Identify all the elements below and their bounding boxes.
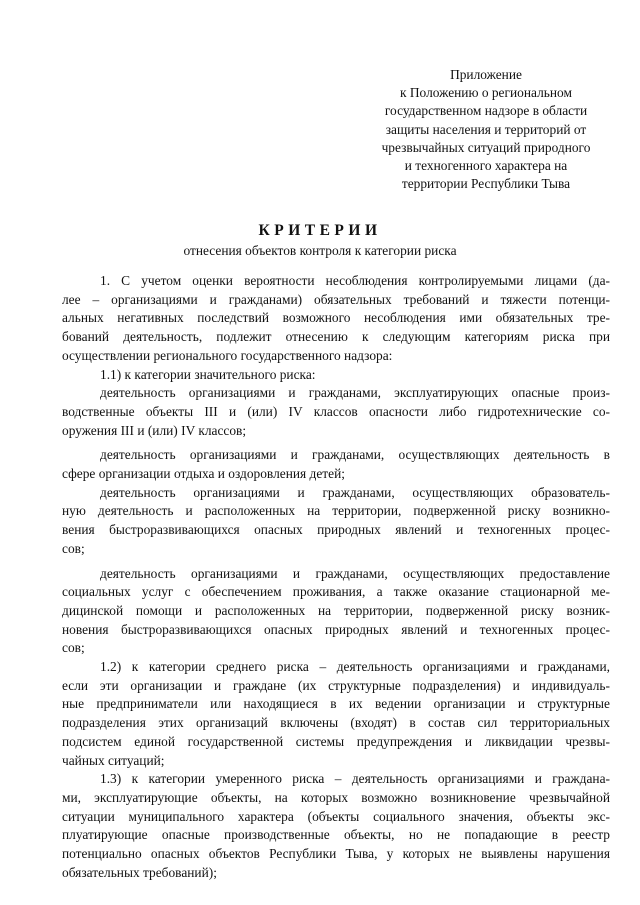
paragraph-line: деятельность организациями и гражданами, осуществляющих образователь- xyxy=(100,484,610,500)
paragraph-line: ми, эксплуатирующие объекты, на которых возможно возникновение чрезвычайной xyxy=(62,789,610,805)
paragraph-line: плуатирующие опасные производственные объекты, но не попадающие в реестр xyxy=(62,827,610,843)
paragraph-line: сов; xyxy=(62,540,85,556)
appendix-line: Приложение xyxy=(450,67,522,82)
paragraph-line: водственные объекты III и (или) IV классов опасности либо гидротехнические со- xyxy=(62,403,610,419)
paragraph-line: осуществлении регионального государственного надзора: xyxy=(62,347,393,363)
paragraph-line: вения быстроразвивающихся опасных природных явлений и техногенных процес- xyxy=(62,522,610,538)
paragraph-line: дицинской помощи и расположенных на территории, подверженной риску возник- xyxy=(62,602,610,618)
paragraph-line: ситуации муниципального характера (объекты социального значения, объекты экс- xyxy=(62,808,610,824)
paragraph-line: подсистем единой государственной системы предупреждения и ликвидации чрезвы- xyxy=(62,733,610,749)
document-subtitle: отнесения объектов контроля к категории риска xyxy=(183,243,457,258)
appendix-line: защиты населения и территорий от xyxy=(385,121,587,137)
paragraph-line: 1.2) к категории среднего риска – деятельность организациями и гражданами, xyxy=(100,659,610,675)
paragraph-line: 1.3) к категории умеренного риска – деятельность организациями и граждана- xyxy=(100,771,610,787)
appendix-line: территории Республики Тыва xyxy=(401,176,571,192)
paragraph-line: бований деятельность, подлежит отнесению к следующим категориям риска при xyxy=(62,329,610,345)
appendix-line: чрезвычайных ситуаций природного xyxy=(381,139,591,155)
document-body xyxy=(62,272,610,883)
paragraph-line: ную деятельность и расположенных на территории, подверженной риску возникно- xyxy=(62,503,610,519)
paragraph xyxy=(62,658,610,770)
paragraph-line: подразделения этих организаций включены (входят) в состав сил территориальных xyxy=(62,715,610,731)
paragraph-line: 1. С учетом оценки вероятности несоблюдения контролируемыми лицами (да- xyxy=(100,273,610,288)
paragraph-line: социальных услуг с обеспечением проживания, а также оказание стационарной ме- xyxy=(62,584,610,600)
appendix-line: государственном надзоре в области xyxy=(384,103,588,119)
appendix-line: к Положению о региональном xyxy=(400,85,572,101)
paragraph-line: сов; xyxy=(62,640,85,656)
paragraph xyxy=(62,446,610,483)
paragraph-line: 1.1) к категории значительного риска: xyxy=(100,366,316,382)
paragraph xyxy=(62,272,610,366)
paragraph-line: обязательных требований); xyxy=(62,864,217,880)
appendix-line: и техногенного характера на xyxy=(404,158,568,174)
paragraph-line: сфере организации отдыха и оздоровления детей; xyxy=(62,466,345,482)
paragraph-line: лее – организациями и гражданами) обязательных требований и тяжести потенци- xyxy=(62,291,610,307)
paragraph-line: альных негативных последствий возможного несоблюдения ими обязательных тре- xyxy=(62,310,610,326)
paragraph xyxy=(62,384,610,440)
appendix-header xyxy=(360,66,612,193)
paragraph-line: деятельность организациями и гражданами, осуществляющих предоставление xyxy=(100,565,610,581)
paragraph xyxy=(62,565,610,659)
paragraph xyxy=(62,366,610,385)
paragraph-line: потенциально опасных объектов Республики Тыва, у которых не выявлены нарушения xyxy=(62,846,610,862)
paragraph xyxy=(62,484,610,559)
paragraph-line: чайных ситуаций; xyxy=(62,752,165,768)
paragraph-line: оружения III и (или) IV классов; xyxy=(62,422,247,438)
paragraph-line: ные предприниматели или находящиеся в их ведении организации и структурные xyxy=(62,696,610,712)
paragraph-line: деятельность организациями и гражданами, осуществляющих деятельность в xyxy=(100,447,610,463)
paragraph-line: если эти организации и граждане (их структурные подразделения) и индивидуаль- xyxy=(62,677,610,693)
document-title: КРИТЕРИИ xyxy=(258,222,382,239)
paragraph-line: деятельность организациями и гражданами, эксплуатирующих опасные произ- xyxy=(100,385,610,401)
paragraph-line: новения быстроразвивающихся опасных природных явлений и техногенных процес- xyxy=(62,621,610,637)
paragraph xyxy=(62,770,610,882)
